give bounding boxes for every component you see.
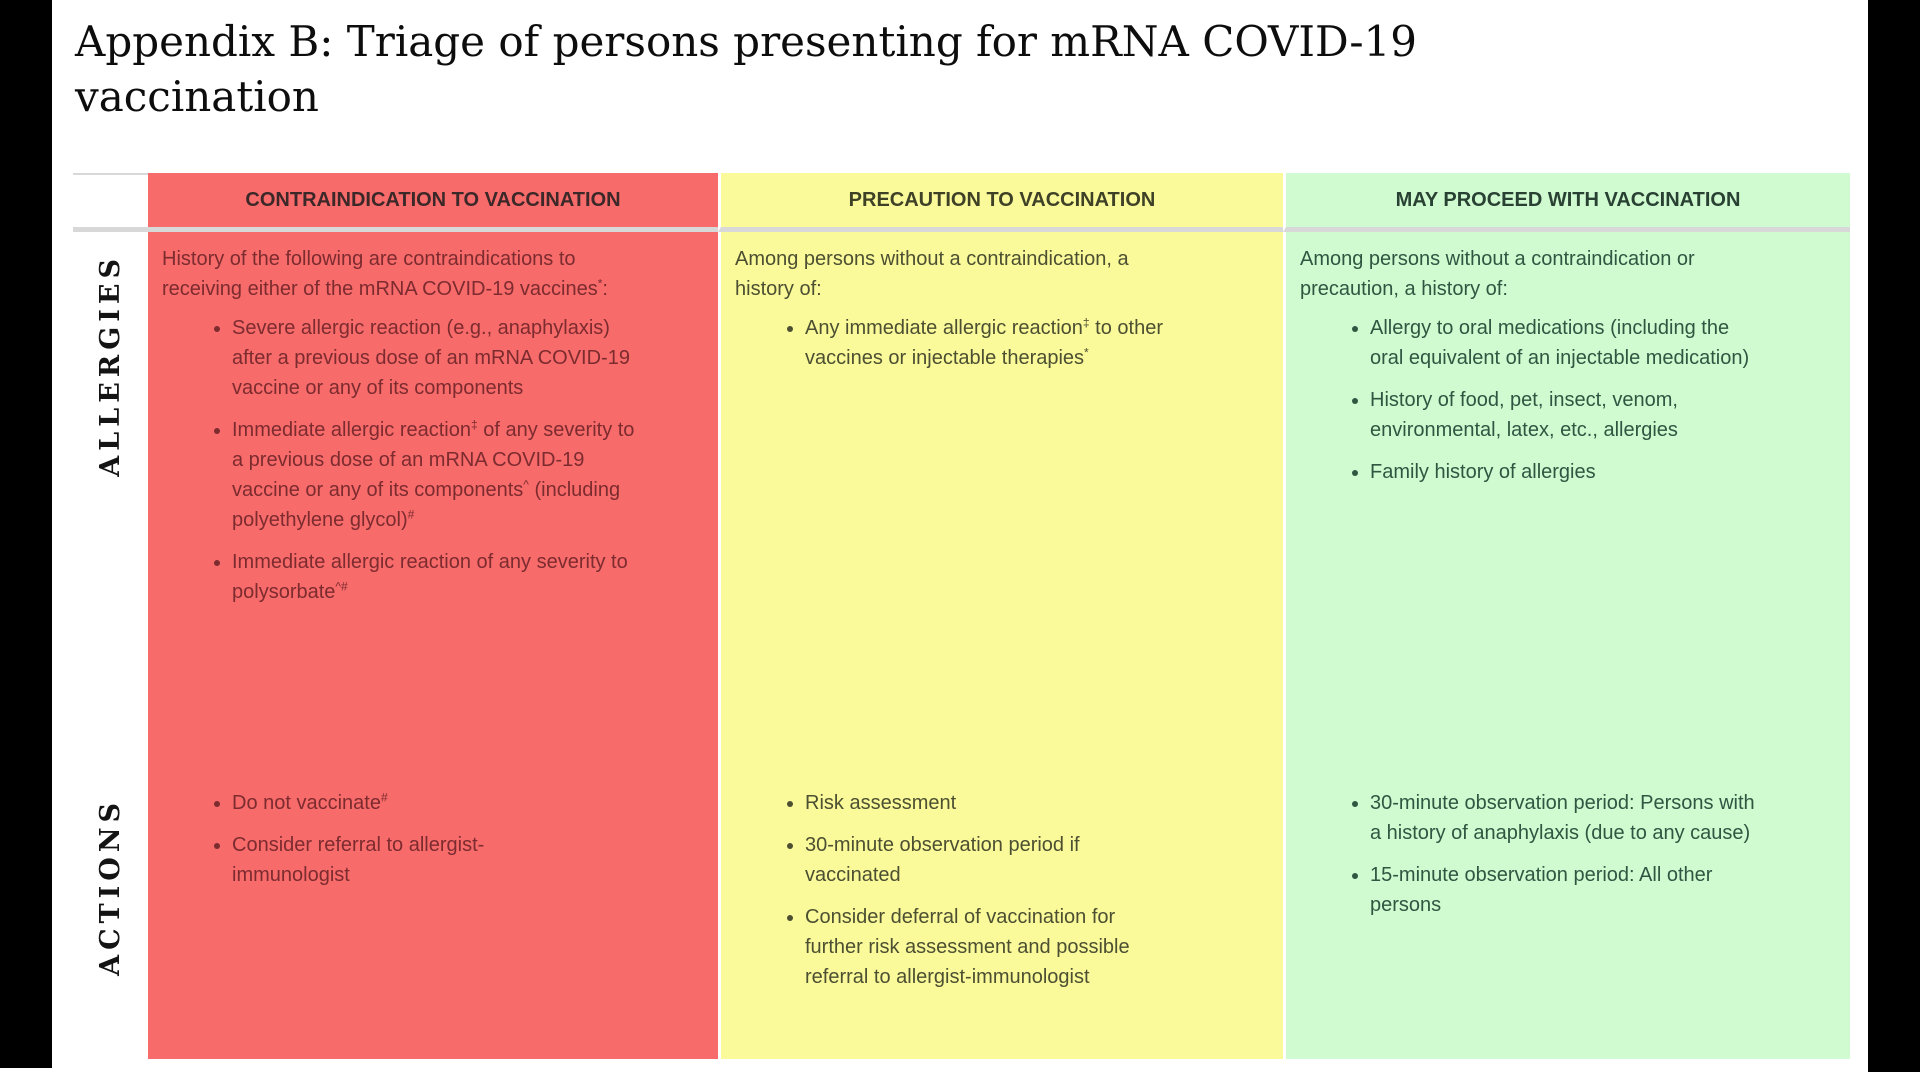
allergies-precaution-intro: Among persons without a contraindication, a history of: xyxy=(735,248,1129,300)
bullet-item: • Immediate allergic reaction‡ of any severity to a previous dose of an mRNA COVID-19 vaccine or any of its components^ (including polyethylene glycol)# xyxy=(232,415,642,535)
bullet-item: • 30-minute observation period if vaccinated xyxy=(805,830,1150,890)
allergies-may-proceed-list xyxy=(1300,313,1836,487)
allergies-contraindication-cell xyxy=(148,232,718,776)
column-header-precaution: PRECAUTION TO VACCINATION xyxy=(718,173,1283,232)
right-black-bar xyxy=(1868,0,1920,1072)
actions-precaution-cell xyxy=(718,776,1283,1059)
bullet-item: • Risk assessment xyxy=(805,788,1150,818)
bullet-item: • Consider referral to allergist-immunologist xyxy=(232,830,542,890)
actions-contraindication-list xyxy=(162,788,704,890)
allergies-may-proceed-intro: Among persons without a contraindication or precaution, a history of: xyxy=(1300,248,1695,300)
bullet-item: • 15-minute observation period: All other persons xyxy=(1370,860,1755,920)
row-header-allergies-cell xyxy=(73,232,148,776)
allergies-contraindication-intro: History of the following are contraindications to receiving either of the mRNA COVID-19 vaccines*: xyxy=(162,248,608,300)
bullet-item: • Any immediate allergic reaction‡ to other vaccines or injectable therapies* xyxy=(805,313,1205,373)
allergies-contraindication-list xyxy=(162,313,704,607)
triage-table xyxy=(73,173,1850,1059)
left-black-bar xyxy=(0,0,52,1068)
row-label-actions: ACTIONS xyxy=(95,798,126,976)
bullet-item: • 30-minute observation period: Persons with a history of anaphylaxis (due to any cause) xyxy=(1370,788,1755,848)
bullet-item: • Immediate allergic reaction of any severity to polysorbate^# xyxy=(232,547,642,607)
bullet-item: • Severe allergic reaction (e.g., anaphylaxis) after a previous dose of an mRNA COVID-19 vaccine or any of its components xyxy=(232,313,642,403)
actions-precaution-list xyxy=(735,788,1269,992)
actions-may-proceed-list xyxy=(1300,788,1836,920)
bullet-item: • Do not vaccinate# xyxy=(232,788,542,818)
row-header-actions-cell xyxy=(73,776,148,1059)
table-corner-cell xyxy=(73,173,148,232)
page-title: Appendix B: Triage of persons presenting for mRNA COVID-19 vaccination xyxy=(75,17,1418,121)
column-header-contraindication: CONTRAINDICATION TO VACCINATION xyxy=(148,173,718,232)
row-label-allergies: ALLERGIES xyxy=(95,254,126,477)
bullet-item: • Consider deferral of vaccination for further risk assessment and possible referral to allergist-immunologist xyxy=(805,902,1150,992)
column-header-may-proceed: MAY PROCEED WITH VACCINATION xyxy=(1283,173,1850,232)
bullet-item: • Family history of allergies xyxy=(1370,457,1755,487)
allergies-precaution-cell xyxy=(718,232,1283,776)
allergies-may-proceed-cell xyxy=(1283,232,1850,776)
bullet-item: • Allergy to oral medications (including the oral equivalent of an injectable medication) xyxy=(1370,313,1755,373)
actions-may-proceed-cell xyxy=(1283,776,1850,1059)
allergies-precaution-list xyxy=(735,313,1269,373)
actions-contraindication-cell xyxy=(148,776,718,1059)
bullet-item: • History of food, pet, insect, venom, environmental, latex, etc., allergies xyxy=(1370,385,1755,445)
